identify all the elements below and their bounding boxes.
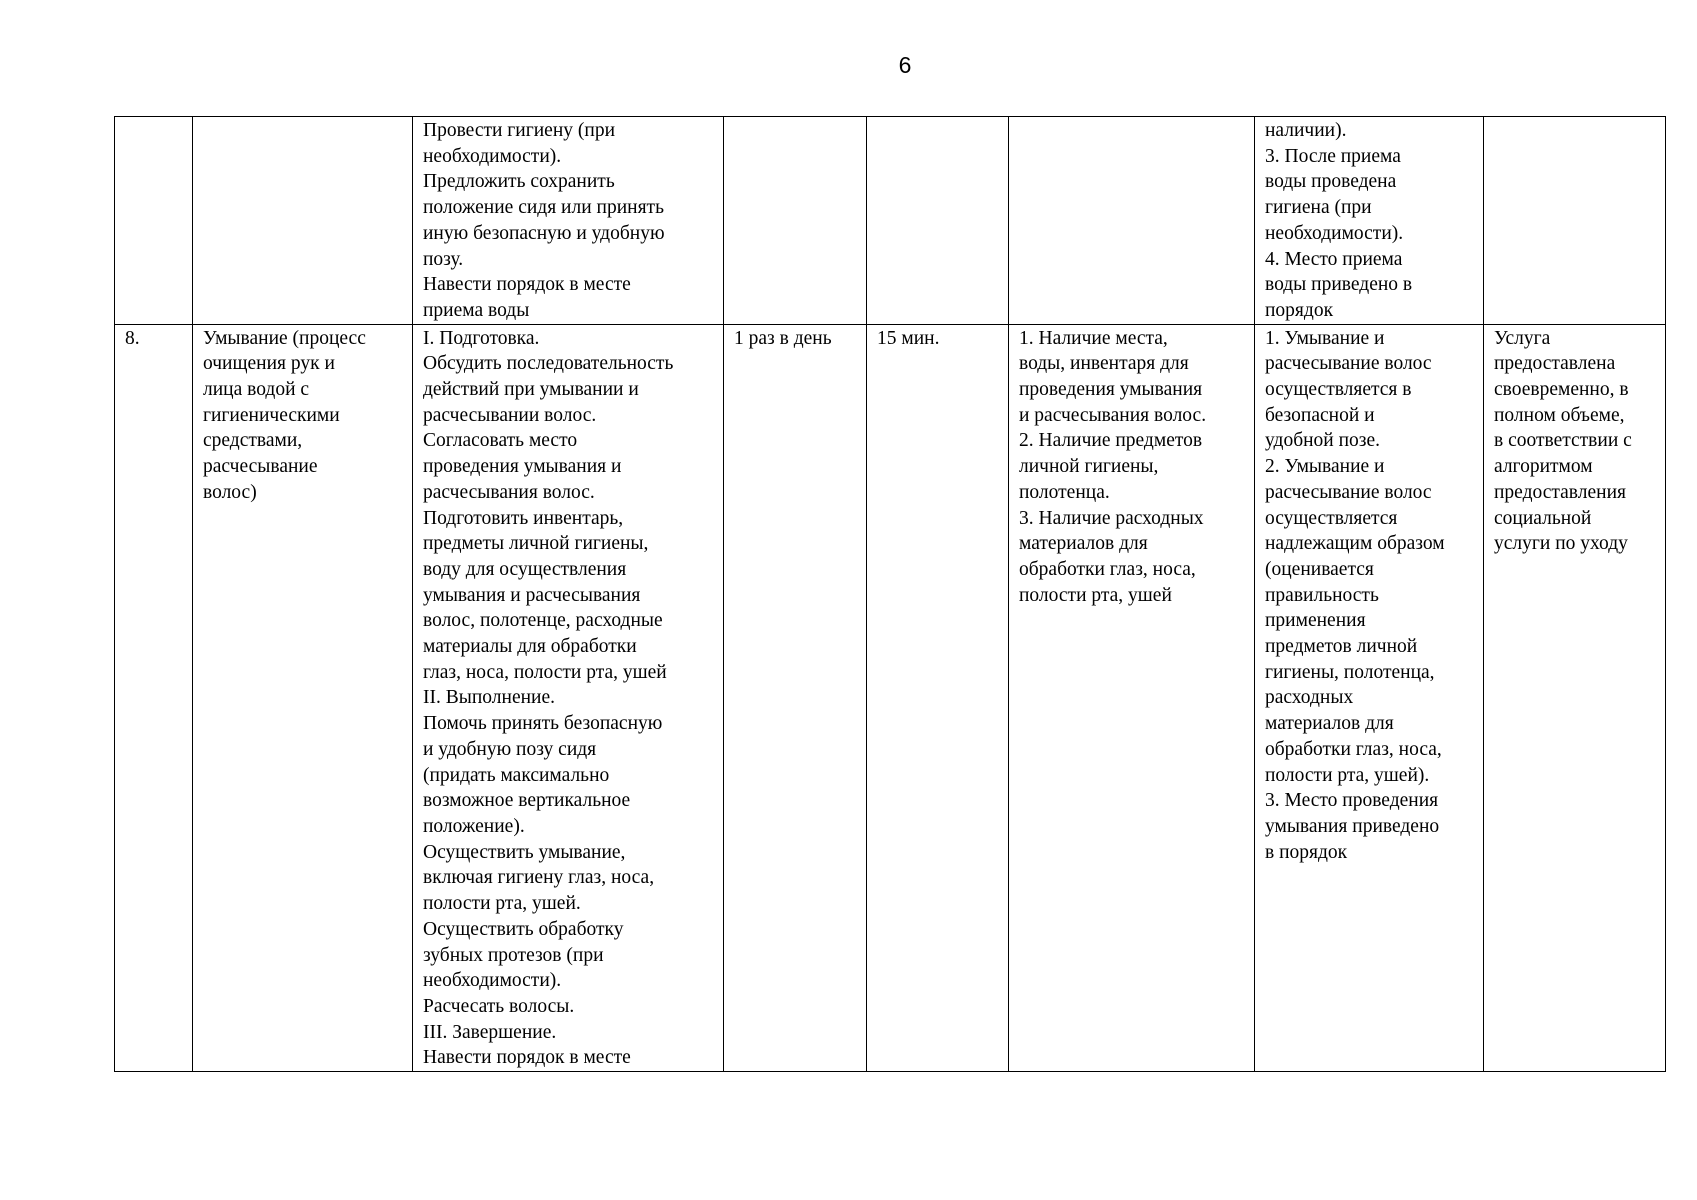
page-number: 6 xyxy=(898,52,912,78)
cell-number xyxy=(115,117,193,325)
cell-frequency xyxy=(724,117,867,325)
table-row xyxy=(115,117,1666,325)
cell-number: 8. xyxy=(115,324,193,1071)
cell-duration: 15 мин. xyxy=(867,324,1009,1071)
cell-duration xyxy=(867,117,1009,325)
cell-service-content: Провести гигиену (при необходимости). Предложить сохранить положение сидя или принять иную безопасную и удобную позу. Навести порядок в месте приема воды xyxy=(413,117,724,325)
cell-service-name xyxy=(193,117,413,325)
cell-quality-indicators: 1. Умывание и расчесывание волос осуществляется в безопасной и удобной позе. 2. Умывание и расчесывание волос осуществляется надлежащим образом (оценивается правильность применения предметов личной гигиены, полотенца, расходных материалов для обработки глаз, носа, полости рта, ушей). 3. Место проведения умывания приведено в порядок xyxy=(1255,324,1484,1071)
cell-quality-indicators: наличии). 3. После приема воды проведена гигиена (при необходимости). 4. Место приема воды приведено в порядок xyxy=(1255,117,1484,325)
table-row xyxy=(115,324,1666,1071)
cell-service-name: Умывание (процесс очищения рук и лица водой с гигиеническими средствами, расчесывание волос) xyxy=(193,324,413,1071)
cell-conditions xyxy=(1009,117,1255,325)
services-table xyxy=(114,116,1666,1072)
cell-service-content: I. Подготовка. Обсудить последовательность действий при умывании и расчесывании волос. Согласовать место проведения умывания и расчесывания волос. Подготовить инвентарь, предметы личной гигиены, воду для осуществления умывания и расчесывания волос, полотенце, расходные материалы для обработки глаз, носа, полости рта, ушей II. Выполнение. Помочь принять безопасную и удобную позу сидя (придать максимально возможное вертикальное положение). Осуществить умывание, включая гигиену глаз, носа, полости рта, ушей. Осуществить обработку зубных протезов (при необходимости). Расчесать волосы. III. Завершение. Навести порядок в месте xyxy=(413,324,724,1071)
cell-conditions: 1. Наличие места, воды, инвентаря для проведения умывания и расчесывания волос. 2. Наличие предметов личной гигиены, полотенца. 3. Наличие расходных материалов для обработки глаз, носа, полости рта, ушей xyxy=(1009,324,1255,1071)
cell-evaluation: Услуга предоставлена своевременно, в полном объеме, в соответствии с алгоритмом предоставления социальной услуги по уходу xyxy=(1484,324,1666,1071)
cell-frequency: 1 раз в день xyxy=(724,324,867,1071)
cell-evaluation xyxy=(1484,117,1666,325)
